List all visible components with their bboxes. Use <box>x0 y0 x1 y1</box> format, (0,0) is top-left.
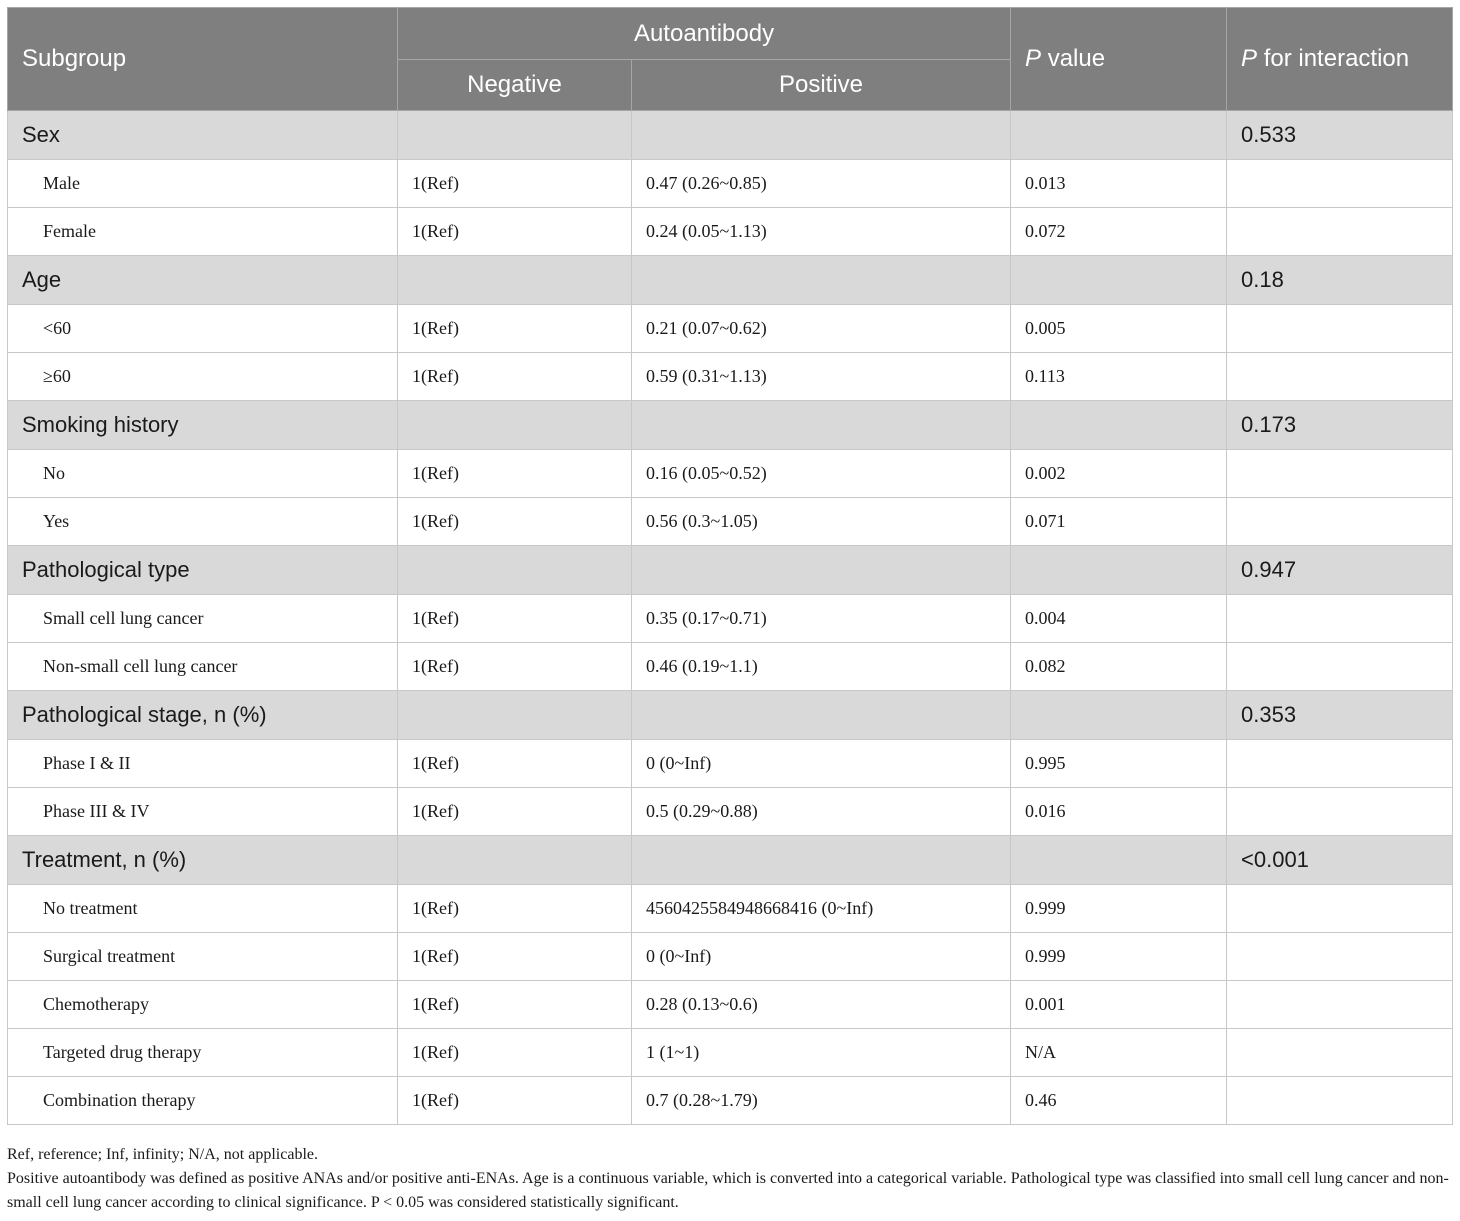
table-row <box>8 1029 1453 1077</box>
subgroup-analysis-table <box>7 7 1453 1125</box>
group-positive <box>632 401 1011 450</box>
header-p-interaction-italic: P <box>1241 45 1258 72</box>
row-label: Combination therapy <box>8 1077 398 1125</box>
table-row <box>8 981 1453 1029</box>
group-row <box>8 401 1453 450</box>
row-negative: 1(Ref) <box>398 353 632 401</box>
group-row <box>8 691 1453 740</box>
group-p-value <box>1011 401 1227 450</box>
header-p-interaction <box>1227 8 1453 111</box>
row-label: Phase I & II <box>8 740 398 788</box>
row-negative: 1(Ref) <box>398 160 632 208</box>
row-negative: 1(Ref) <box>398 1029 632 1077</box>
footnote-abbreviations: Ref, reference; Inf, infinity; N/A, not applicable. <box>7 1146 318 1163</box>
row-p-value: 0.013 <box>1011 160 1227 208</box>
group-negative <box>398 256 632 305</box>
row-label: No <box>8 450 398 498</box>
row-negative: 1(Ref) <box>398 450 632 498</box>
table-row <box>8 305 1453 353</box>
row-positive: 0.5 (0.29~0.88) <box>632 788 1011 836</box>
row-p-value: 0.113 <box>1011 353 1227 401</box>
row-p-interaction <box>1227 450 1453 498</box>
group-name: Smoking history <box>8 401 398 450</box>
row-positive: 0 (0~Inf) <box>632 933 1011 981</box>
table-row <box>8 643 1453 691</box>
row-p-value: 0.082 <box>1011 643 1227 691</box>
row-p-interaction <box>1227 981 1453 1029</box>
row-p-value: 0.995 <box>1011 740 1227 788</box>
group-p-value <box>1011 546 1227 595</box>
table-container <box>7 7 1452 1125</box>
table-row <box>8 933 1453 981</box>
group-row <box>8 836 1453 885</box>
group-name: Treatment, n (%) <box>8 836 398 885</box>
group-negative <box>398 691 632 740</box>
group-p-interaction: 0.947 <box>1227 546 1453 595</box>
group-name: Age <box>8 256 398 305</box>
row-p-interaction <box>1227 1077 1453 1125</box>
group-name: Pathological type <box>8 546 398 595</box>
row-negative: 1(Ref) <box>398 1077 632 1125</box>
row-negative: 1(Ref) <box>398 788 632 836</box>
group-p-value <box>1011 111 1227 160</box>
table-body <box>8 111 1453 1125</box>
row-label: Small cell lung cancer <box>8 595 398 643</box>
group-positive <box>632 111 1011 160</box>
row-positive: 0.35 (0.17~0.71) <box>632 595 1011 643</box>
group-p-value <box>1011 691 1227 740</box>
header-p-interaction-text: for interaction <box>1257 45 1410 72</box>
table-row <box>8 498 1453 546</box>
header-autoantibody: Autoantibody <box>398 8 1011 60</box>
table-row <box>8 450 1453 498</box>
row-p-value: 0.999 <box>1011 933 1227 981</box>
row-p-value: N/A <box>1011 1029 1227 1077</box>
table-row <box>8 595 1453 643</box>
row-p-interaction <box>1227 208 1453 256</box>
group-negative <box>398 111 632 160</box>
table-row <box>8 1077 1453 1125</box>
group-row <box>8 256 1453 305</box>
header-negative: Negative <box>398 60 632 111</box>
row-negative: 1(Ref) <box>398 885 632 933</box>
row-p-value: 0.072 <box>1011 208 1227 256</box>
row-p-value: 0.999 <box>1011 885 1227 933</box>
group-positive <box>632 836 1011 885</box>
group-p-interaction: 0.533 <box>1227 111 1453 160</box>
row-positive: 0.56 (0.3~1.05) <box>632 498 1011 546</box>
group-row <box>8 111 1453 160</box>
footnote-definitions: Positive autoantibody was defined as positive ANAs and/or positive anti-ENAs. Age is a continuous variable, which is converted into a categorical variable. Pathological type was classified into small cell lung cancer and non-small cell lung cancer according to clinical significance. P < 0.05 was considered statistically significant. <box>7 1170 1449 1211</box>
row-p-value: 0.071 <box>1011 498 1227 546</box>
group-p-interaction: 0.173 <box>1227 401 1453 450</box>
row-label: Surgical treatment <box>8 933 398 981</box>
row-p-interaction <box>1227 595 1453 643</box>
group-p-interaction: 0.18 <box>1227 256 1453 305</box>
row-p-value: 0.016 <box>1011 788 1227 836</box>
row-positive: 0.7 (0.28~1.79) <box>632 1077 1011 1125</box>
row-negative: 1(Ref) <box>398 208 632 256</box>
row-positive: 0.47 (0.26~0.85) <box>632 160 1011 208</box>
row-positive: 4560425584948668416 (0~Inf) <box>632 885 1011 933</box>
row-label: Male <box>8 160 398 208</box>
row-negative: 1(Ref) <box>398 595 632 643</box>
group-row <box>8 546 1453 595</box>
header-p-value <box>1011 8 1227 111</box>
row-positive: 0.46 (0.19~1.1) <box>632 643 1011 691</box>
row-positive: 0.21 (0.07~0.62) <box>632 305 1011 353</box>
row-label: Yes <box>8 498 398 546</box>
row-p-interaction <box>1227 643 1453 691</box>
header-p-value-text: value <box>1041 45 1106 72</box>
row-p-value: 0.46 <box>1011 1077 1227 1125</box>
header-p-value-italic: P <box>1025 45 1042 72</box>
row-positive: 0.24 (0.05~1.13) <box>632 208 1011 256</box>
group-positive <box>632 256 1011 305</box>
row-label: Female <box>8 208 398 256</box>
group-negative <box>398 546 632 595</box>
row-positive: 0 (0~Inf) <box>632 740 1011 788</box>
header-subgroup: Subgroup <box>8 8 398 111</box>
group-p-value <box>1011 836 1227 885</box>
table-row <box>8 740 1453 788</box>
row-p-value: 0.005 <box>1011 305 1227 353</box>
group-positive <box>632 546 1011 595</box>
row-label: Chemotherapy <box>8 981 398 1029</box>
table-row <box>8 353 1453 401</box>
row-negative: 1(Ref) <box>398 933 632 981</box>
row-p-interaction <box>1227 498 1453 546</box>
row-p-interaction <box>1227 933 1453 981</box>
row-p-interaction <box>1227 353 1453 401</box>
row-positive: 0.28 (0.13~0.6) <box>632 981 1011 1029</box>
table-row <box>8 160 1453 208</box>
row-p-interaction <box>1227 885 1453 933</box>
group-positive <box>632 691 1011 740</box>
row-positive: 1 (1~1) <box>632 1029 1011 1077</box>
row-p-interaction <box>1227 1029 1453 1077</box>
group-negative <box>398 836 632 885</box>
row-p-interaction <box>1227 305 1453 353</box>
row-p-interaction <box>1227 160 1453 208</box>
row-label: Phase III & IV <box>8 788 398 836</box>
header-positive: Positive <box>632 60 1011 111</box>
table-footnote <box>7 1143 1457 1215</box>
group-name: Pathological stage, n (%) <box>8 691 398 740</box>
row-negative: 1(Ref) <box>398 643 632 691</box>
row-positive: 0.16 (0.05~0.52) <box>632 450 1011 498</box>
row-negative: 1(Ref) <box>398 498 632 546</box>
group-name: Sex <box>8 111 398 160</box>
row-p-value: 0.004 <box>1011 595 1227 643</box>
group-p-interaction: <0.001 <box>1227 836 1453 885</box>
row-label: Targeted drug therapy <box>8 1029 398 1077</box>
row-negative: 1(Ref) <box>398 981 632 1029</box>
row-label: No treatment <box>8 885 398 933</box>
row-label: ≥60 <box>8 353 398 401</box>
row-p-interaction <box>1227 788 1453 836</box>
group-negative <box>398 401 632 450</box>
table-row <box>8 208 1453 256</box>
row-label: <60 <box>8 305 398 353</box>
row-p-interaction <box>1227 740 1453 788</box>
row-label: Non-small cell lung cancer <box>8 643 398 691</box>
row-positive: 0.59 (0.31~1.13) <box>632 353 1011 401</box>
row-p-value: 0.001 <box>1011 981 1227 1029</box>
row-negative: 1(Ref) <box>398 740 632 788</box>
row-negative: 1(Ref) <box>398 305 632 353</box>
row-p-value: 0.002 <box>1011 450 1227 498</box>
table-header <box>8 8 1453 111</box>
group-p-value <box>1011 256 1227 305</box>
table-row <box>8 788 1453 836</box>
table-row <box>8 885 1453 933</box>
group-p-interaction: 0.353 <box>1227 691 1453 740</box>
